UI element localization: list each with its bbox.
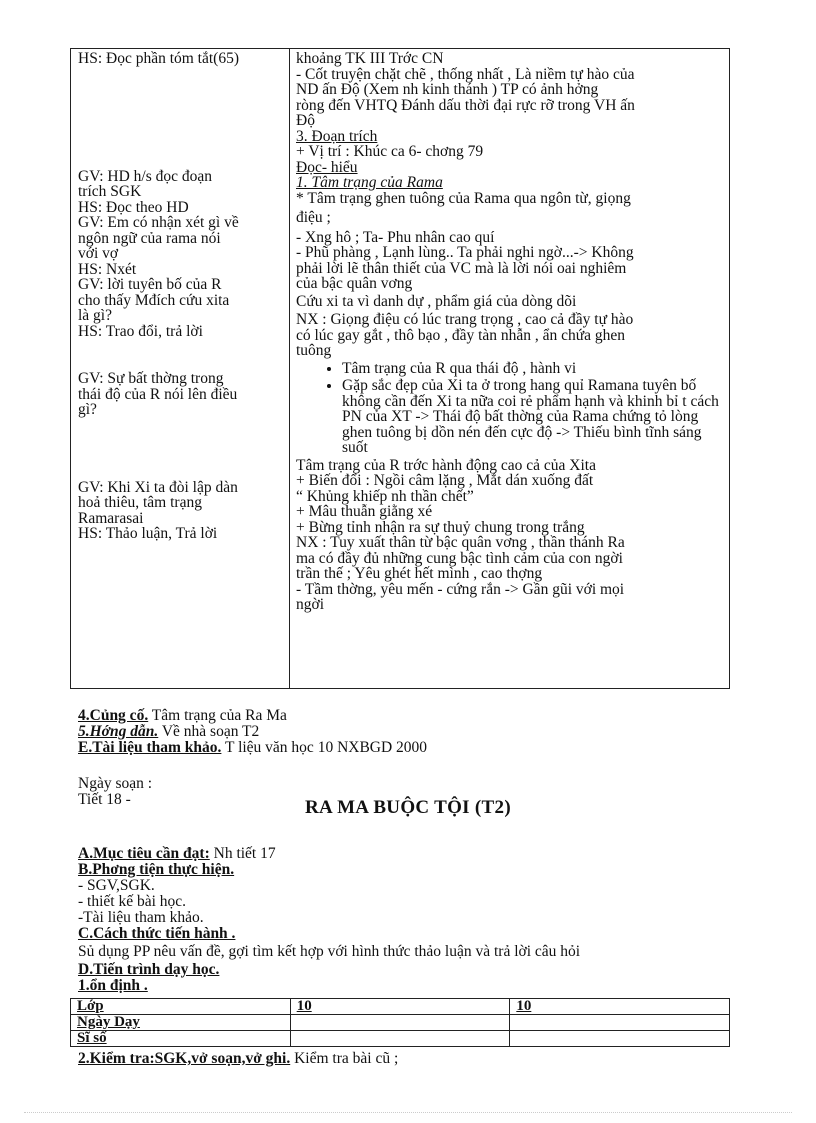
left-line: HS: Đọc phần tóm tắt(65) — [78, 50, 240, 67]
content-line: * Tâm trạng ghen tuông của Rama qua ngôn từ, giọng — [296, 189, 631, 207]
tien-trinh-line — [78, 962, 219, 977]
table-cell: 10 — [510, 999, 730, 1015]
content-line: trần thế ; Yêu ghét hết mình , cao thợng — [296, 565, 543, 582]
lesson-title: RA MA BUỘC TỘI (T2) — [305, 797, 511, 818]
left-line: GV: Sự bất thờng trong — [78, 370, 224, 387]
content-line: “ Khủng khiếp nh thần chết” — [296, 487, 474, 505]
table-row — [71, 999, 730, 1015]
page-edge-dots — [24, 1112, 792, 1113]
left-line: HS: Đọc theo HD — [78, 198, 189, 216]
content-line: khoảng TK III Trớc CN — [296, 50, 444, 67]
left-line: GV: HD h/s đọc đoạn — [78, 167, 213, 185]
tai-lieu-label: E.Tài liệu tham khảo. — [78, 739, 222, 756]
left-line: GV: Khi Xi ta đòi lập dàn — [78, 478, 238, 496]
cung-co-text: Tâm trạng của Ra Ma — [148, 707, 287, 724]
content-line: Độ — [296, 112, 315, 129]
content-line: tuông — [296, 342, 332, 359]
class-info-table — [70, 998, 730, 1047]
content-line: - Xng hô ; Ta- Phu nhân cao quí — [296, 228, 495, 246]
left-line: là gì? — [78, 307, 112, 324]
left-line: thái độ của R nói lên điều — [78, 385, 238, 403]
content-line: NX : Tuy xuất thân từ bậc quân vơng , thần thánh Ra — [296, 534, 625, 551]
table-cell — [510, 1015, 730, 1031]
content-line: ma có đầy đủ những cung bậc tình cảm của con ngời — [296, 549, 623, 567]
section-heading: 3. Đoạn trích — [296, 127, 378, 145]
left-block-2 — [78, 169, 283, 340]
tai-lieu-line — [78, 740, 427, 755]
kiem-tra-label: 2.Kiểm tra:SGK,vở soạn,vở ghi. — [78, 1050, 291, 1067]
content-line: + Bừng tỉnh nhận ra sự thuỷ chung trong trắng — [296, 518, 585, 536]
content-line: ngời — [296, 596, 325, 613]
teacher-student-column — [78, 51, 283, 542]
phuong-tien-label: B.Phơng tiện thực hiện. — [78, 861, 235, 878]
content-line: - Phũ phàng , Lạnh lùng.. Ta phải nghi ngờ...-> Không — [296, 244, 634, 261]
table-cell: Sĩ số — [71, 1031, 291, 1047]
muc-tieu-text: Nh tiết 17 — [209, 845, 276, 862]
tien-trinh-label: D.Tiến trình dạy học. — [78, 961, 220, 978]
cach-thuc-label: C.Cách thức tiến hành . — [78, 925, 236, 942]
bullet-item: • Tâm trạng của R qua thái độ , hành vi — [342, 361, 726, 377]
table-cell — [290, 1031, 510, 1047]
left-line: với vợ — [78, 245, 119, 262]
column-divider — [289, 49, 290, 688]
on-dinh-label: 1.ổn định . — [78, 977, 148, 994]
left-line: Ramarasai — [78, 509, 144, 527]
content-line: điệu ; — [296, 209, 331, 226]
content-line: + Mâu thuẫn giằng xé — [296, 503, 433, 520]
tai-lieu-text: T liệu văn học 10 NXBGD 2000 — [221, 739, 428, 756]
left-line: gì? — [78, 401, 97, 418]
ngay-soan: Ngày soạn : — [78, 775, 153, 792]
huong-dan-label: 5.Hớng dẫn. — [78, 723, 159, 740]
huong-dan-text: Về nhà soạn T2 — [158, 723, 260, 740]
subsection-title: 1. Tâm trạng của Rama — [296, 174, 443, 191]
table-cell: Ngày Dạy — [71, 1015, 291, 1031]
phuong-tien-item: - SGV,SGK. — [78, 877, 155, 894]
content-line: + Vị trí : Khúc ca 6- chơng 79 — [296, 143, 484, 160]
left-block-1 — [78, 51, 283, 67]
bullet-item: • Gặp sắc đẹp của Xi ta ở trong hang quỉ Ramana tuyên bố không cần đến Xi ta nữa coi rẻ phẩm hạnh và khinh bỉ t cách PN của XT -> Thái độ bất thờng của Rama chứng tỏ lòng ghen tuông bị dồn nén đến cực độ -> Thiếu bình tĩnh sáng suốt — [342, 378, 726, 456]
table-cell: 10 — [290, 999, 510, 1015]
muc-tieu-label: A.Mục tiêu cần đạt: — [78, 845, 210, 862]
content-line: NX : Giọng điệu có lúc trang trọng , cao cả đầy tự hào — [296, 311, 634, 328]
lesson-table — [70, 48, 730, 689]
left-line: hoả thiêu, tâm trạng — [78, 494, 202, 511]
left-line: cho thấy Mđích cứu xita — [78, 291, 230, 309]
cach-thuc-text: Sủ dụng PP nêu vấn đề, gợi tìm kết hợp với hình thức thảo luận và trả lời câu hỏi — [78, 943, 581, 960]
on-dinh-line — [78, 978, 148, 993]
left-line: GV: Em có nhận xét gì về — [78, 214, 239, 231]
left-line: ngôn ngữ của rama nói — [78, 229, 221, 247]
table-cell — [510, 1031, 730, 1047]
content-line: của bậc quân vơng — [296, 275, 413, 292]
left-line: HS: Thảo luận, Trả lời — [78, 525, 218, 542]
phuong-tien-item: -Tài liệu tham khảo. — [78, 909, 204, 926]
content-column — [296, 51, 726, 613]
content-line: + Biến đổi : Ngồi câm lặng , Mắt dán xuống đất — [296, 472, 594, 489]
content-line: - Tầm thờng, yêu mến - cứng rắn -> Gần gũi với mọi — [296, 580, 625, 598]
kiem-tra-line — [78, 1051, 398, 1066]
phuong-tien-item: - thiết kế bài học. — [78, 893, 187, 910]
left-line: trích SGK — [78, 183, 142, 200]
content-line: - Cốt truyện chặt chẽ , thống nhất , Là niềm tự hào của — [296, 65, 635, 83]
left-line: HS: Nxét — [78, 260, 137, 278]
table-row — [71, 1015, 730, 1031]
huong-dan-line — [78, 724, 259, 739]
tiet-label: Tiết 18 - — [78, 791, 131, 808]
cung-co-line — [78, 708, 287, 723]
content-line: ND ấn Độ (Xem nh kinh thánh ) TP có ảnh hởng — [296, 81, 599, 98]
bullet-list — [296, 361, 726, 456]
table-cell: Lớp — [71, 999, 291, 1015]
left-block-4 — [78, 480, 283, 542]
content-line: Cứu xi ta vì danh dự , phẩm giá của dòng dõi — [296, 292, 577, 310]
phuong-tien-line — [78, 862, 234, 877]
subsection-heading: Đọc- hiểu — [296, 158, 358, 176]
table-cell — [290, 1015, 510, 1031]
cach-thuc-line — [78, 926, 235, 941]
content-line: phải lời lẽ thân thiết của VC mà là lời nói oai nghiêm — [296, 259, 627, 277]
muc-tieu-line — [78, 846, 276, 861]
content-line: có lúc gay gắt , thô bạo , đầy tàn nhẫn , ẩn chứa ghen — [296, 326, 626, 344]
left-line: HS: Trao đổi, trả lời — [78, 322, 203, 340]
content-line: ròng đến VHTQ Đánh dấu thời đại rực rỡ trong VH ấn — [296, 96, 635, 114]
left-block-3 — [78, 371, 283, 418]
kiem-tra-text: Kiểm tra bài cũ ; — [290, 1050, 399, 1067]
left-line: GV: lời tuyên bố của R — [78, 276, 222, 293]
table-row — [71, 1031, 730, 1047]
content-line: Tâm trạng của R trớc hành động cao cả của Xita — [296, 456, 596, 474]
cung-co-label: 4.Củng cố. — [78, 707, 149, 724]
